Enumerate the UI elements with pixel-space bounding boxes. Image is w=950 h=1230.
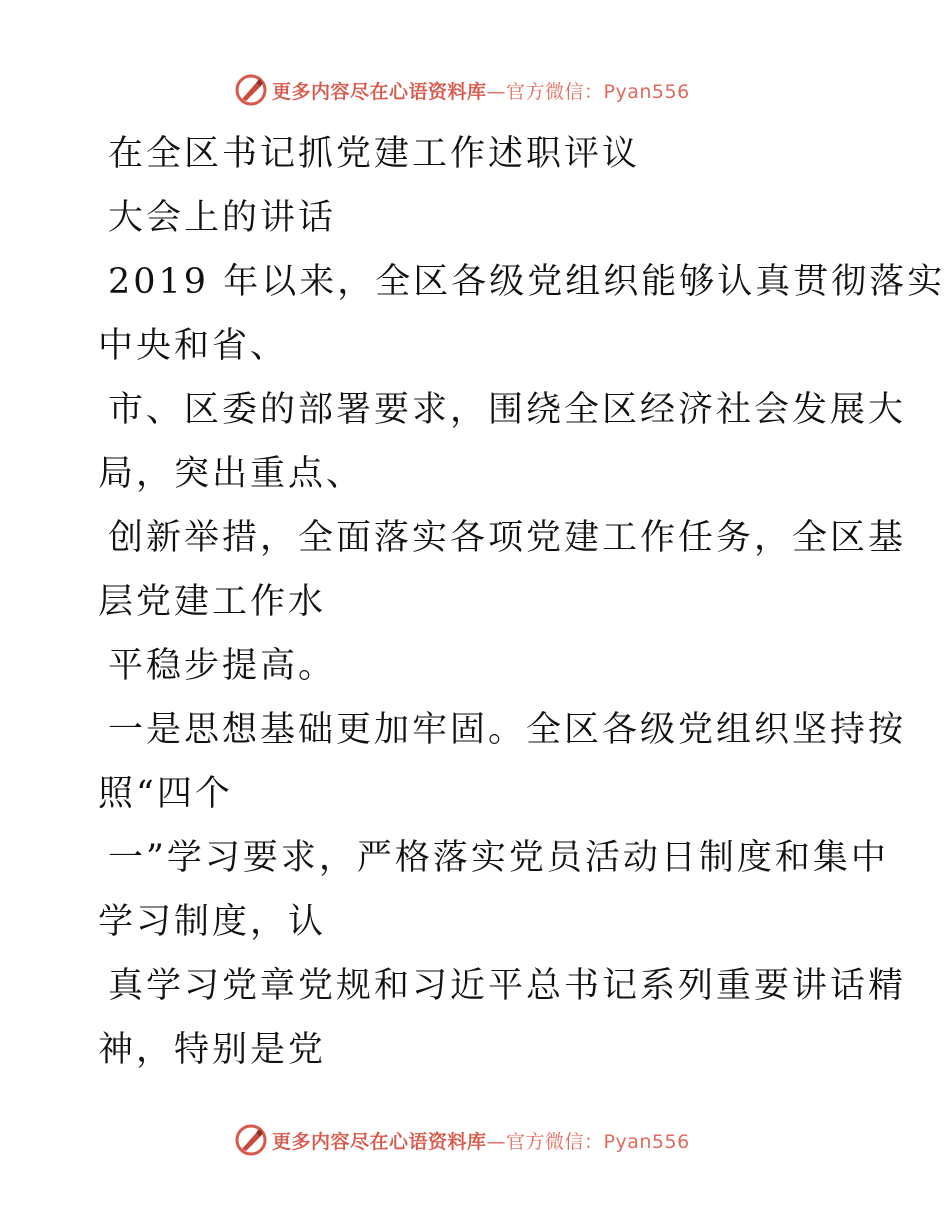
- paragraph-line: 2019 年以来，全区各级党组织能够认真贯彻落实: [108, 262, 946, 302]
- paragraph-line: 平稳步提高。: [108, 646, 337, 686]
- pen-logo-icon: [234, 73, 268, 107]
- paragraph-line: 神，特别是党: [98, 1030, 327, 1070]
- paragraph-line: 一是思想基础更加牢固。全区各级党组织坚持按: [108, 710, 907, 750]
- paragraph-line: 市、区委的部署要求，围绕全区经济社会发展大: [108, 390, 907, 430]
- paragraph-line: 局，突出重点、: [98, 454, 365, 494]
- pen-logo-icon: [234, 1123, 268, 1157]
- banner-separator: —: [486, 80, 507, 103]
- paragraph-line: 创新举措，全面落实各项党建工作任务，全区基: [108, 518, 907, 558]
- banner-brand-text: 更多内容尽在心语资料库: [272, 1130, 487, 1153]
- paragraph-line: 照“四个: [98, 774, 233, 814]
- document-body: [98, 122, 946, 1082]
- banner-separator: —: [486, 1130, 507, 1153]
- header-watermark: [234, 72, 690, 108]
- title-line-2: 大会上的讲话: [108, 198, 337, 238]
- paragraph-line: 层党建工作水: [98, 582, 327, 622]
- paragraph-line: 学习制度，认: [98, 902, 327, 942]
- footer-watermark: [234, 1122, 690, 1158]
- paragraph-line: 一”学习要求，严格落实党员活动日制度和集中: [108, 838, 889, 878]
- banner-brand-text: 更多内容尽在心语资料库: [272, 80, 487, 103]
- paragraph-line: 真学习党章党规和习近平总书记系列重要讲话精: [108, 966, 907, 1006]
- banner-contact-text: 官方微信：Pyan556: [506, 80, 690, 103]
- title-line-1: 在全区书记抓党建工作述职评议: [108, 134, 641, 174]
- paragraph-line: 中央和省、: [98, 326, 289, 366]
- banner-contact-text: 官方微信：Pyan556: [506, 1130, 690, 1153]
